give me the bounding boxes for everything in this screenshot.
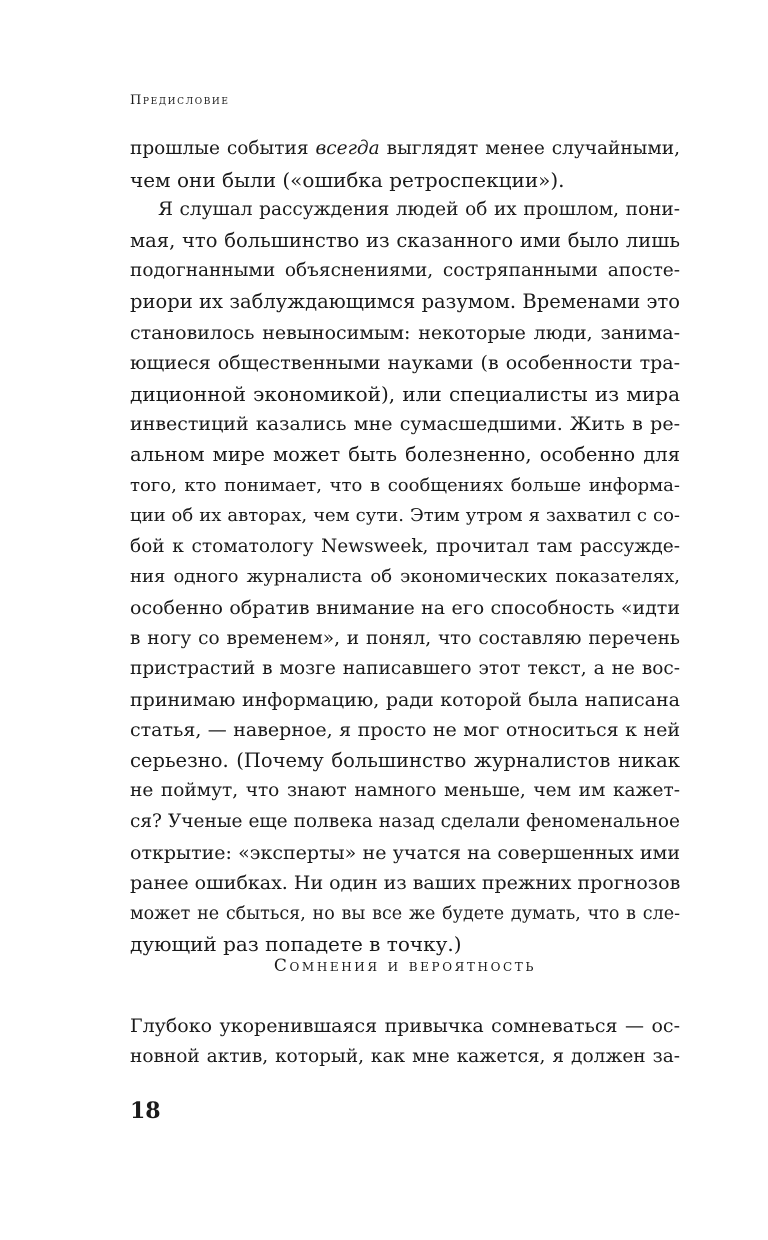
section-heading: Сомнения и вероятность — [273, 956, 537, 976]
text-line: открытие: «эксперты» не учатся на совершенных ими — [130, 841, 680, 864]
text-line: инвестиций казались мне сумасшедшими. Жить в ре- — [130, 413, 680, 436]
text-line: ранее ошибках. Ни один из ваших прежних прогнозов — [130, 872, 681, 895]
text-line: особенно обратив внимание на его способность «идти — [130, 596, 680, 619]
text-line: принимаю информацию, ради которой была написана — [130, 688, 680, 711]
text-line: диционной экономикой), или специалисты из мира — [130, 381, 680, 406]
text-line: пристрастий в мозге написавшего этот текст, а не вос- — [130, 658, 680, 680]
text-line: бой к стоматологу Newsweek, прочитал там рассужде- — [130, 535, 680, 557]
text-line: Я слушал рассуждения людей об их прошлом, пони- — [158, 199, 680, 221]
text-line: мая, что большинство из сказанного ими было лишь — [130, 228, 680, 252]
text-line: Глубоко укоренившаяся привычка сомневаться — ос- — [130, 1015, 680, 1037]
text-line: не поймут, что знают намного меньше, чем им кажет- — [130, 780, 680, 802]
text-line: дующий раз попадете в точку.) — [130, 932, 462, 957]
text-line: ся? Ученые еще полвека назад сделали феноменальное — [130, 811, 680, 833]
text-line: того, кто понимает, что в сообщениях больше информа- — [130, 474, 680, 496]
text-line: риори их заблуждающимся разумом. Временами это — [130, 289, 680, 313]
text-line: подогнанными объяснениями, состряпанными апосте- — [130, 260, 680, 282]
emphasis: всегда — [315, 138, 380, 159]
text-line: статья, — наверное, я просто не мог относиться к ней — [130, 719, 680, 742]
text-line: становилось невыносимым: некоторые люди, занима- — [130, 321, 680, 344]
section-text — [130, 1011, 680, 1072]
text-line: серьезно. (Почему большинство журналистов никак — [130, 748, 680, 772]
page-number: 18 — [130, 1098, 161, 1124]
running-head: Предисловие — [130, 93, 230, 108]
text-line: чем они были («ошибка ретроспекции»). — [130, 167, 565, 192]
text-line: в ногу со временем», и понял, что составляю перечень — [130, 627, 680, 649]
text-line: может не сбыться, но вы все же будете думать, что в сле- — [130, 903, 680, 924]
text-line: ния одного журналиста об экономических показателях, — [130, 566, 680, 588]
text-line: ции об их авторах, чем сути. Этим утром я захватил с со- — [130, 505, 680, 527]
text-line: прошлые события всегда выглядят менее случайными, — [130, 138, 680, 159]
text-line: ющиеся общественными науками (в особенности тра- — [130, 352, 680, 375]
text-line: новной актив, который, как мне кажется, я должен за- — [130, 1045, 680, 1067]
text-line: альном мире может быть болезненно, особенно для — [130, 442, 680, 466]
body-text — [130, 134, 680, 960]
